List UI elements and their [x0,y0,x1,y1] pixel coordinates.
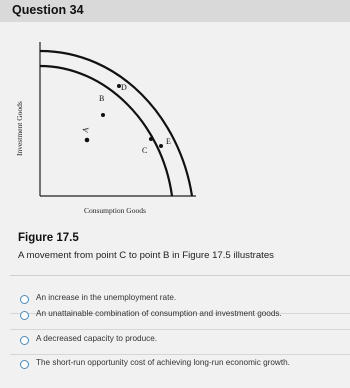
point-b-dot [101,113,105,117]
question-text: A movement from point C to point B in Figure 17.5 illustrates [18,250,274,261]
point-e-label: E [166,137,171,146]
option-4[interactable] [0,355,350,379]
point-b-label: B [99,94,105,103]
divider [10,275,350,276]
point-d-label: D [121,83,127,92]
ppf-graph [0,28,350,228]
ppf-figure [0,28,350,228]
option-3-label: A decreased capacity to produce. [36,334,158,343]
option-2[interactable] [0,306,350,330]
option-3[interactable] [0,331,350,355]
point-a-dot [85,138,90,143]
option-4-radio[interactable] [20,360,29,369]
question-title: Question 34 [12,3,84,17]
option-2-radio[interactable] [20,311,29,320]
point-e-dot [159,144,163,148]
ppf-curve-inner [40,66,172,196]
x-axis-label: Consumption Goods [84,206,146,215]
point-c-dot [149,137,153,141]
point-c-label: C [142,146,148,155]
option-1-radio[interactable] [20,295,29,304]
option-1-label: An increase in the unemployment rate. [36,293,177,302]
y-axis-label: Investment Goods [15,101,24,156]
option-3-radio[interactable] [20,336,29,345]
option-separator [10,329,350,330]
ppf-curve-outer [40,51,192,196]
option-4-label: The short-run opportunity cost of achieving long-run economic growth. [36,358,290,367]
option-2-label: An unattainable combination of consumption and investment goods. [36,309,282,318]
figure-caption: Figure 17.5 [18,232,79,244]
question-header [0,0,350,22]
point-a-label: A [80,126,91,134]
